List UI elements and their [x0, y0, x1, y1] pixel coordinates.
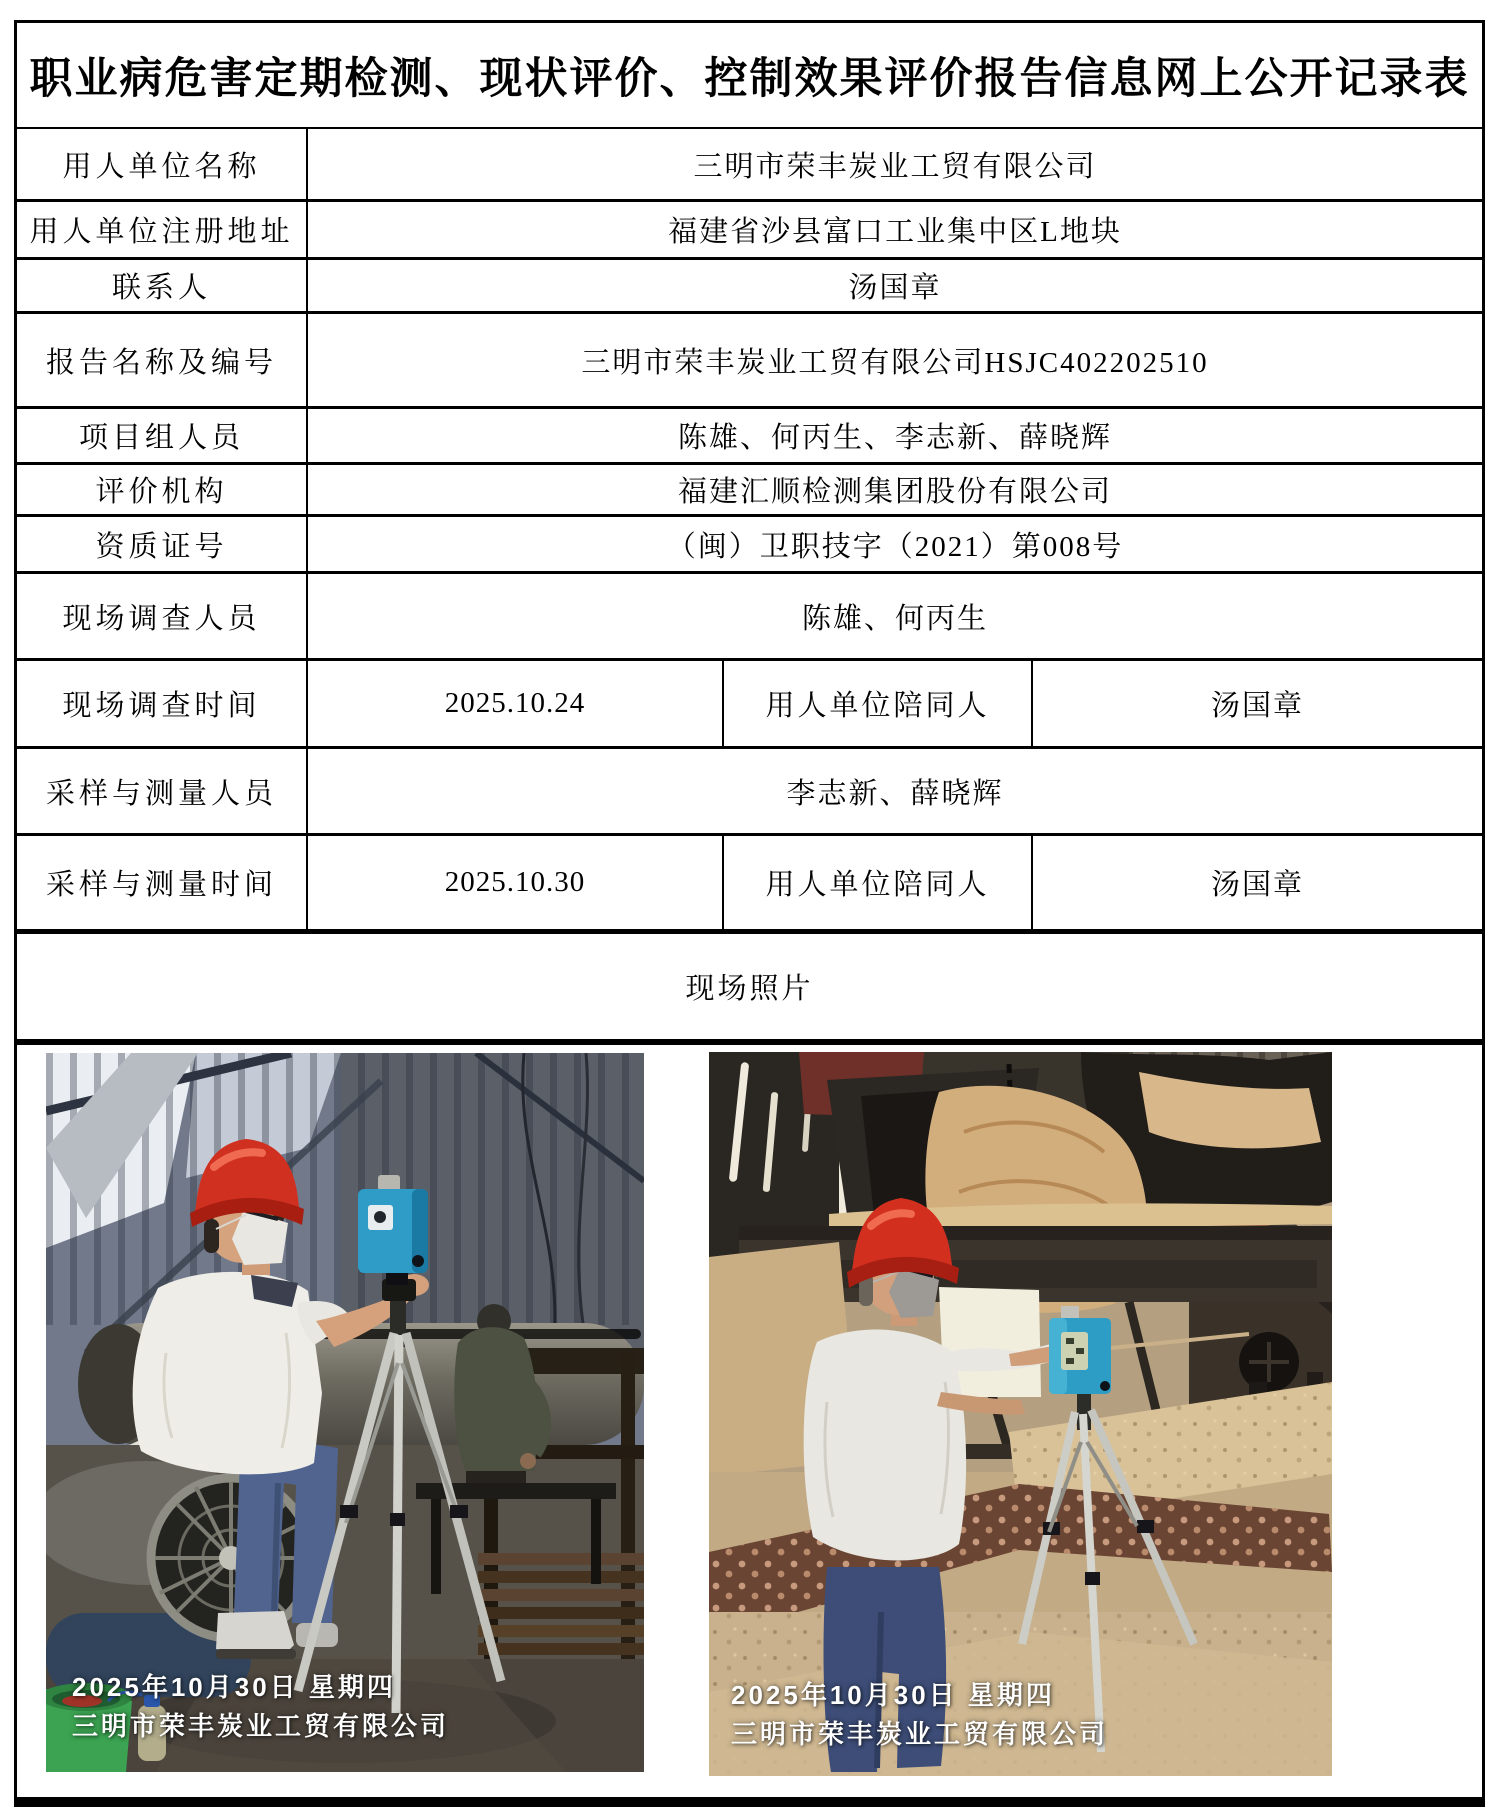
row-value: 陈雄、何丙生	[801, 602, 988, 635]
row-label: 项目组人员	[17, 409, 308, 462]
row-label: 用人单位注册地址	[17, 202, 308, 257]
sampling-instrument	[358, 1175, 428, 1285]
row-label: 联系人	[17, 260, 308, 311]
site-photo-workshop-2	[709, 1052, 1332, 1776]
row-value: 李志新、薛晓辉	[786, 777, 1004, 810]
table-row	[17, 465, 1482, 517]
row-label: 报告名称及编号	[17, 314, 308, 406]
row-label: 评价机构	[17, 465, 308, 514]
photo-area	[17, 1045, 1482, 1797]
table-row	[17, 260, 1482, 314]
row-label: 现场调查时间	[17, 661, 308, 746]
site-photo-workshop-1	[46, 1053, 644, 1772]
site-photo-2-illustration	[709, 1052, 1332, 1776]
row-value-2: 汤国章	[1210, 690, 1304, 722]
row-value: 三明市荣丰炭业工贸有限公司	[693, 150, 1097, 183]
table-row	[17, 314, 1482, 409]
page-frame	[14, 20, 1485, 1807]
row-value: 汤国章	[848, 272, 942, 304]
photos-caption: 现场照片	[17, 934, 1482, 1045]
row-value: 2025.10.30	[308, 836, 724, 929]
row-value-2: 汤国章	[1210, 869, 1304, 901]
row-label-2: 用人单位陪同人	[724, 661, 1033, 746]
row-label: 现场调查人员	[17, 574, 308, 658]
row-value: 2025.10.24	[308, 661, 724, 746]
row-value: （闽）卫职技字（2021）第008号	[666, 530, 1124, 563]
white-polo-shirt	[133, 1272, 322, 1474]
table-row	[17, 661, 1482, 749]
row-label: 采样与测量时间	[17, 836, 308, 929]
table-row	[17, 409, 1482, 465]
row-label: 资质证号	[17, 517, 308, 571]
row-value: 陈雄、何丙生、李志新、薛晓辉	[677, 422, 1112, 454]
table-row	[17, 517, 1482, 574]
table-row	[17, 202, 1482, 260]
row-label-2: 用人单位陪同人	[724, 836, 1033, 929]
row-label: 用人单位名称	[17, 129, 308, 199]
row-value: 福建省沙县富口工业集中区L地块	[668, 216, 1122, 248]
polo-shirt-2	[804, 1330, 966, 1561]
row-value: 福建汇顺检测集团股份有限公司	[677, 476, 1112, 508]
photo-watermark: 2025年10月30日 星期四 三明市荣丰炭业工贸有限公司	[72, 1672, 450, 1741]
row-label: 采样与测量人员	[17, 749, 308, 833]
site-photo-1-illustration	[46, 1053, 644, 1772]
page-title: 职业病危害定期检测、现状评价、控制效果评价报告信息网上公开记录表	[17, 23, 1482, 129]
photo-watermark: 2025年10月30日 星期四 三明市荣丰炭业工贸有限公司	[731, 1680, 1109, 1749]
table-row	[17, 749, 1482, 836]
table-row	[17, 836, 1482, 934]
table-row	[17, 129, 1482, 202]
table-row	[17, 574, 1482, 661]
row-value: 三明市荣丰炭业工贸有限公司HSJC402202510	[581, 346, 1209, 379]
